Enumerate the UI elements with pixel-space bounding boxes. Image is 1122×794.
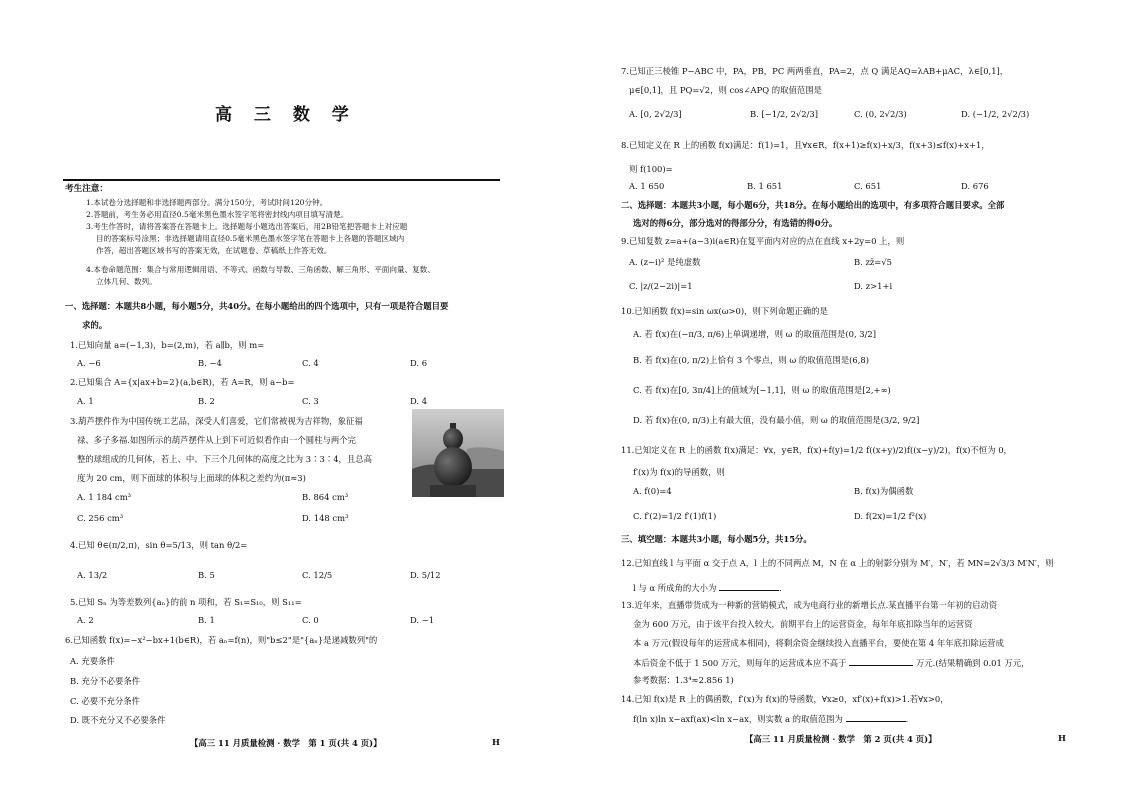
option: B. zz̄=√5 (854, 257, 892, 267)
option: D. 若 f(x)在(0, π/3)上有最大值，没有最小值，则 ω 的取值范围是(3/2, 9/2] (633, 415, 920, 425)
question-stem: 4.已知 θ∈(π/2,π)，sin θ=5/13，则 tan θ/2= (70, 540, 248, 550)
answer-blank[interactable] (719, 582, 779, 591)
option: A. 1 (77, 396, 94, 406)
question-stem-text: 本后资金不低于 1 500 万元，则每年的运营成本应不高于 (633, 658, 847, 668)
notice-line: 目的答案标号涂黑；非选择题请用直径0.5毫米黑色墨水签字笔在答题卡上各题的答题区域内 (96, 234, 405, 243)
question-stem: 2.已知集合 A={x|ax+b=2}(a,b∈R)，若 A=R，则 a−b= (70, 377, 295, 387)
question-stem: f(ln x)ln x−axf(ax)<ln x−ax，则实数 a 的取值范围为 . (633, 714, 909, 724)
option: A. (z−i)² 是纯虚数 (629, 257, 701, 267)
right-page (561, 0, 1122, 794)
question-stem: 14.已知 f(x)是 R 上的偶函数，f′(x)为 f(x)的导函数，∀x≥0，xf′(x)+f(x)>1.若∀x>0， (621, 694, 949, 704)
option: B. 1 (198, 615, 215, 625)
question-stem: 本 a 万元(假设每年的运营成本相同)，将剩余资金继续投入直播平台，要使在第 4 年年底扣除运营成 (633, 638, 1004, 648)
question-stem: 禄、多子多福.如图所示的葫芦摆件从上到下可近似看作由一个圆柱与两个完 (77, 435, 357, 445)
page-footer: 【高三 11 月质量检测 · 数学 第 2 页(共 4 页)】 (745, 734, 937, 744)
question-stem (633, 657, 1030, 669)
option: B. 1 651 (747, 181, 783, 191)
option: C. 必要不充分条件 (70, 696, 141, 706)
question-stem: f′(x)为 f(x)的导函数，则 (633, 467, 725, 477)
option: D. 4 (410, 396, 428, 406)
option: C. 12/5 (302, 570, 333, 580)
option: D. 既不充分又不必要条件 (70, 715, 166, 725)
section-heading: 选对的得6分，部分选对的得部分分，有选错的得0分。 (633, 218, 838, 228)
option: C. 若 f(x)在[0, 3π/4]上的值域为[−1,1]，则 ω 的取值范围是[2,+∞) (633, 385, 891, 395)
notice-line: 立体几何、数列。 (96, 277, 157, 286)
option: B. 充分不必要条件 (70, 676, 141, 686)
answer-blank[interactable] (849, 657, 913, 666)
section-heading: 一、选择题：本题共8小题，每小题5分，共40分。在每小题给出的四个选项中，只有一项是符合题目要 (65, 301, 449, 311)
exam-title: 高 三 数 学 (215, 105, 357, 125)
gourd-photo (412, 409, 504, 497)
option: A. 2 (77, 615, 94, 625)
question-stem-text: f(ln x)ln x−axf(ax)<ln x−ax，则实数 a 的取值范围为 (633, 714, 843, 724)
notice-line: 3.考生作答时，请将答案答在答题卡上。选择题每小题选出答案后，用2B铅笔把答题卡上对应题 (86, 222, 408, 231)
option: A. −6 (77, 358, 101, 368)
version-mark: H (1058, 733, 1066, 743)
option: D. (−1/2, 2√2/3) (961, 109, 1030, 119)
option: A. [0, 2√2/3] (629, 109, 682, 119)
question-stem: 8.已知定义在 R 上的函数 f(x)满足：f(1)=1，且∀x∈R，f(x+1)≥f(x)+x/3，f(x+3)≤f(x)+x+1， (621, 140, 990, 150)
option: A. 充要条件 (70, 656, 115, 666)
question-stem: μ∈[0,1]，且 PQ=√2，则 cos∠APQ 的取值范围是 (629, 85, 823, 95)
version-mark: H (492, 737, 500, 747)
notice-title: 考生注意： (65, 184, 108, 194)
option: B. 2 (198, 396, 215, 406)
option: D. 148 cm³ (302, 513, 349, 523)
option: A. 1 184 cm³ (77, 492, 131, 502)
option: A. 13/2 (77, 570, 108, 580)
section-heading: 三、填空题：本题共3小题，每小题5分，共15分。 (621, 534, 812, 544)
notice-line: 2.答题前，考生务必用直径0.5毫米黑色墨水签字笔将密封线内项目填写清楚。 (86, 210, 349, 219)
option: D. −1 (410, 615, 435, 625)
section-heading: 二、选择题：本题共3小题，每小题6分，共18分。在每小题给出的选项中，有多项符合题目要求。全部 (621, 200, 1005, 210)
question-stem: 金为 600 万元，由于该平台投入较大，前期平台上的运营资金，每年年底扣除当年的运营资 (633, 619, 973, 629)
question-stem: 6.已知函数 f(x)=−x²−bx+1(b∈R)，若 aₙ=f(n)，则"b≤2"是"{aₙ}是递减数列"的 (65, 635, 378, 645)
question-stem: 度为 20 cm，则下面球的体积与上面球的体积之差约为(π≈3) (77, 473, 306, 483)
question-stem: l 与 α 所成角的大小为 . (633, 583, 782, 593)
notice-line: 4.本卷命题范围：集合与常用逻辑用语、不等式、函数与导数、三角函数、解三角形、平面向量、复数、 (86, 265, 435, 274)
option: B. [−1/2, 2√2/3] (750, 109, 818, 119)
question-stem: 12.已知直线 l 与平面 α 交于点 A，l 上的不同两点 M，N 在 α 上的射影分别为 M′，N′，若 MN=2√3/3 M′N′，则 (621, 558, 1054, 568)
option: A. 1 650 (629, 181, 665, 191)
title-divider (63, 179, 500, 181)
option: D. 6 (410, 358, 428, 368)
option: C. 0 (302, 615, 319, 625)
option: B. 5 (198, 570, 215, 580)
question-stem: 13.近年来，直播带货成为一种新的营销模式，成为电商行业的新增长点.某直播平台第一年初的启动资 (621, 600, 998, 610)
option: B. 若 f(x)在(0, π/2)上恰有 3 个零点，则 ω 的取值范围是(6,8) (633, 355, 869, 365)
section-heading: 求的。 (82, 320, 108, 330)
question-stem: 10.已知函数 f(x)=sin ωx(ω>0)，则下列命题正确的是 (621, 306, 828, 316)
question-stem: 9.已知复数 z=a+(a−3)i(a∈R)在复平面内对应的点在直线 x+2y=0 上，则 (621, 236, 905, 246)
option: C. 4 (302, 358, 319, 368)
option: D. z>1+i (854, 281, 893, 291)
option: A. 若 f(x)在(−π/3, π/6)上单调递增，则 ω 的取值范围是(0, 3/2] (633, 329, 877, 339)
question-stem: 整的球组成的几何体，若上、中、下三个几何体的高度之比为 3∶3∶4，且总高 (77, 454, 373, 464)
page-footer: 【高三 11 月质量检测 · 数学 第 1 页(共 4 页)】 (190, 738, 382, 748)
option: D. f(2x)=1/2 f²(x) (854, 511, 927, 521)
option: C. 256 cm³ (77, 513, 124, 523)
notice-line: 1.本试卷分选择题和非选择题两部分。满分150分，考试时间120分钟。 (86, 198, 328, 207)
notice-line: 作答，超出答题区域书写的答案无效，在试题卷、草稿纸上作答无效。 (96, 246, 332, 255)
option: B. f(x)为偶函数 (854, 486, 914, 496)
question-stem-text: l 与 α 所成角的大小为 (633, 583, 717, 593)
option: C. f′(2)=1/2 f′(1)f(1) (633, 511, 717, 521)
option: D. 5/12 (410, 570, 441, 580)
option: C. 651 (854, 181, 882, 191)
option: B. −4 (198, 358, 222, 368)
option: C. 3 (302, 396, 319, 406)
question-stem: 1.已知向量 a=(−1,3)，b=(2,m)，若 a∥b，则 m= (70, 340, 265, 350)
question-stem: 11.已知定义在 R 上的函数 f(x)满足：∀x，y∈R，f(x)+f(y)=1/2 f((x+y)/2)f((x−y)/2)，f(x)不恒为 0， (621, 445, 1012, 455)
answer-blank[interactable] (846, 713, 906, 722)
question-stem: 5.已知 Sₙ 为等差数列{aₙ}的前 n 项和，若 S₁=S₁₀，则 S₁₁= (70, 597, 302, 607)
option: A. f(0)=4 (633, 486, 672, 496)
option: D. 676 (961, 181, 989, 191)
question-stem-text: 万元.(结果精确到 0.01 万元， (915, 658, 1030, 668)
question-stem: 7.已知正三棱锥 P−ABC 中，PA，PB，PC 两两垂直，PA=2，点 Q 满足AQ=λAB+μAC，λ∈[0,1]， (621, 66, 1009, 76)
question-stem: 参考数据：1.3⁴≈2.856 1) (633, 675, 734, 685)
question-stem: 则 f(100)= (629, 164, 673, 174)
question-stem: 3.葫芦摆件作为中国传统工艺品，深受人们喜爱，它们常被视为吉祥物，象征福 (70, 416, 363, 426)
option: B. 864 cm³ (302, 492, 349, 502)
option: C. |z/(2−2i)|=1 (629, 281, 693, 291)
option: C. (0, 2√2/3) (854, 109, 907, 119)
